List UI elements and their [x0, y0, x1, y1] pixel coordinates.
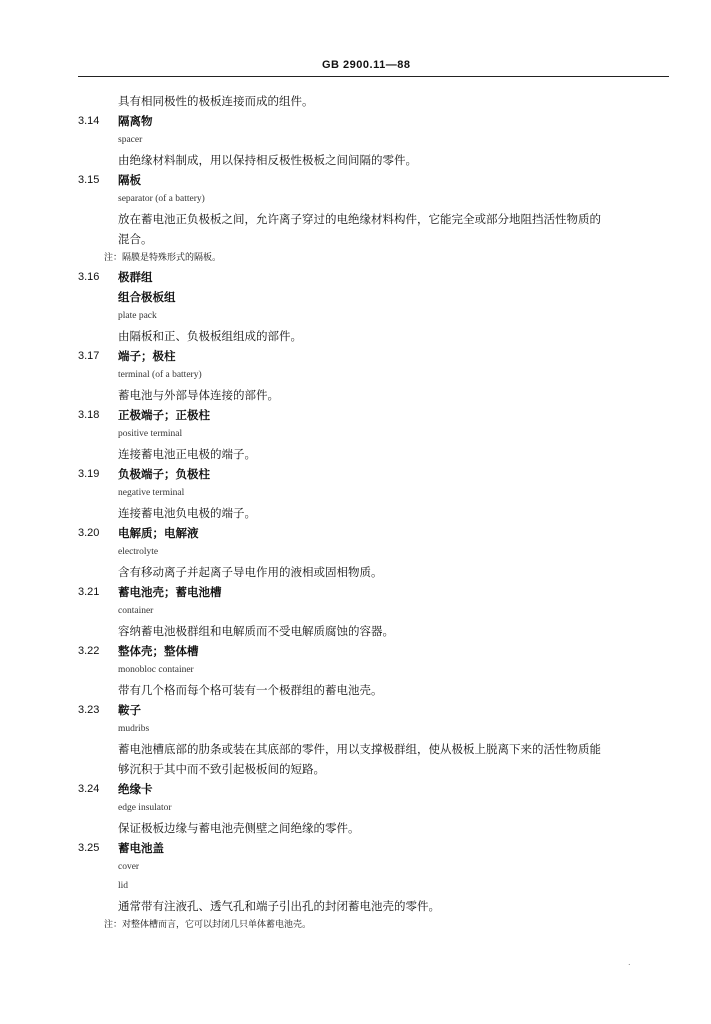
term-line [78, 700, 678, 720]
line-text: 隔离物 [118, 114, 153, 128]
english-term-line [78, 366, 678, 385]
english-term-line [78, 131, 678, 150]
clause-number: 3.22 [78, 645, 100, 657]
note-line [78, 916, 678, 934]
english-term-line [78, 602, 678, 621]
english-term-line [78, 543, 678, 562]
line-text: 电解质；电解液 [118, 526, 199, 540]
clause-number: 3.16 [78, 271, 100, 283]
line-text: 蓄电池盖 [118, 841, 164, 855]
line-text: terminal (of a battery) [118, 370, 202, 380]
line-text: 整体壳；整体槽 [118, 644, 199, 658]
clause-number: 3.25 [78, 842, 100, 854]
definition-line [78, 229, 678, 249]
line-text: 容纳蓄电池极群组和电解质而不受电解质腐蚀的容器。 [118, 624, 394, 638]
line-text: 放在蓄电池正负极板之间，允许离子穿过的电绝缘材料构件，它能完全或部分地阻挡活性物质的 [118, 212, 601, 226]
line-text: spacer [118, 135, 143, 145]
line-text: 极群组 [118, 270, 153, 284]
english-term-line [78, 877, 678, 896]
definition-line [78, 444, 678, 464]
header-rule [78, 76, 669, 77]
english-term-line [78, 307, 678, 326]
line-text: 鞍子 [118, 703, 141, 717]
definition-line [78, 150, 678, 170]
term-line [78, 523, 678, 543]
line-text: monobloc container [118, 665, 194, 675]
line-text: plate pack [118, 311, 157, 321]
line-text: 蓄电池槽底部的肋条或装在其底部的零件，用以支撑极群组，使从极板上脱离下来的活性物质能 [118, 742, 601, 756]
line-text: 蓄电池与外部导体连接的部件。 [118, 388, 279, 402]
clause-number: 3.23 [78, 704, 100, 716]
line-text: negative terminal [118, 488, 185, 498]
clause-number: 3.21 [78, 586, 100, 598]
line-text: 组合极板组 [118, 290, 176, 304]
line-text: 负极端子；负极柱 [118, 467, 210, 481]
english-term-line [78, 484, 678, 503]
line-text: 由绝缘材料制成，用以保持相反极性极板之间间隔的零件。 [118, 153, 417, 167]
page-mark: . [628, 958, 631, 967]
definition-line [78, 680, 678, 700]
line-text: 注：隔膜是特殊形式的隔板。 [104, 253, 222, 263]
english-term-line [78, 661, 678, 680]
term-line [78, 111, 678, 131]
definition-line [78, 621, 678, 641]
line-text: 注：对整体槽而言，它可以封闭几只单体蓄电池壳。 [104, 920, 312, 930]
term-line [78, 779, 678, 799]
line-text: 具有相同极性的极板连接而成的组件。 [118, 94, 314, 108]
definition-line [78, 759, 678, 779]
line-text: 通常带有注液孔、透气孔和端子引出孔的封闭蓄电池壳的零件。 [118, 899, 440, 913]
definition-line [78, 326, 678, 346]
line-text: 正极端子；正极柱 [118, 408, 210, 422]
definition-line [78, 562, 678, 582]
line-text: edge insulator [118, 803, 172, 813]
line-text: container [118, 606, 154, 616]
line-text: cover [118, 862, 140, 872]
english-term-line [78, 425, 678, 444]
definition-line [78, 503, 678, 523]
clause-number: 3.14 [78, 115, 100, 127]
line-text: 端子；极柱 [118, 349, 176, 363]
term-line [78, 170, 678, 190]
line-text: 够沉积于其中而不致引起极板间的短路。 [118, 762, 325, 776]
line-text: 混合。 [118, 232, 153, 246]
clause-number: 3.20 [78, 527, 100, 539]
term-line [78, 464, 678, 484]
definition-line [78, 385, 678, 405]
line-text: 连接蓄电池正电极的端子。 [118, 447, 256, 461]
line-text: 隔板 [118, 173, 141, 187]
clause-number: 3.19 [78, 468, 100, 480]
line-text: electrolyte [118, 547, 159, 557]
line-text: 绝缘卡 [118, 782, 153, 796]
english-term-line [78, 858, 678, 877]
line-text: separator (of a battery) [118, 194, 205, 204]
line-text: 带有几个格而每个格可装有一个极群组的蓄电池壳。 [118, 683, 383, 697]
clause-number: 3.15 [78, 174, 100, 186]
document-header: GB 2900.11—88 [322, 59, 411, 71]
english-term-line [78, 190, 678, 209]
definition-line [78, 818, 678, 838]
line-text: 由隔板和正、负极板组组成的部件。 [118, 329, 302, 343]
definition-line [78, 91, 678, 111]
term-line [78, 838, 678, 858]
line-text: lid [118, 881, 129, 891]
definition-line [78, 896, 678, 916]
definition-line [78, 209, 678, 229]
term-line [78, 641, 678, 661]
clause-number: 3.17 [78, 350, 100, 362]
term-line [78, 405, 678, 425]
note-line [78, 249, 678, 267]
line-text: 蓄电池壳；蓄电池槽 [118, 585, 222, 599]
line-text: mudribs [118, 724, 150, 734]
document-body [78, 91, 678, 934]
line-text: 保证极板边缘与蓄电池壳侧壁之间绝缘的零件。 [118, 821, 360, 835]
term-line [78, 346, 678, 366]
line-text: 含有移动离子并起离子导电作用的液相或固相物质。 [118, 565, 383, 579]
definition-line [78, 739, 678, 759]
english-term-line [78, 720, 678, 739]
english-term-line [78, 799, 678, 818]
term-line [78, 582, 678, 602]
term-line [78, 287, 678, 307]
clause-number: 3.24 [78, 783, 100, 795]
line-text: positive terminal [118, 429, 183, 439]
term-line [78, 267, 678, 287]
clause-number: 3.18 [78, 409, 100, 421]
line-text: 连接蓄电池负电极的端子。 [118, 506, 256, 520]
